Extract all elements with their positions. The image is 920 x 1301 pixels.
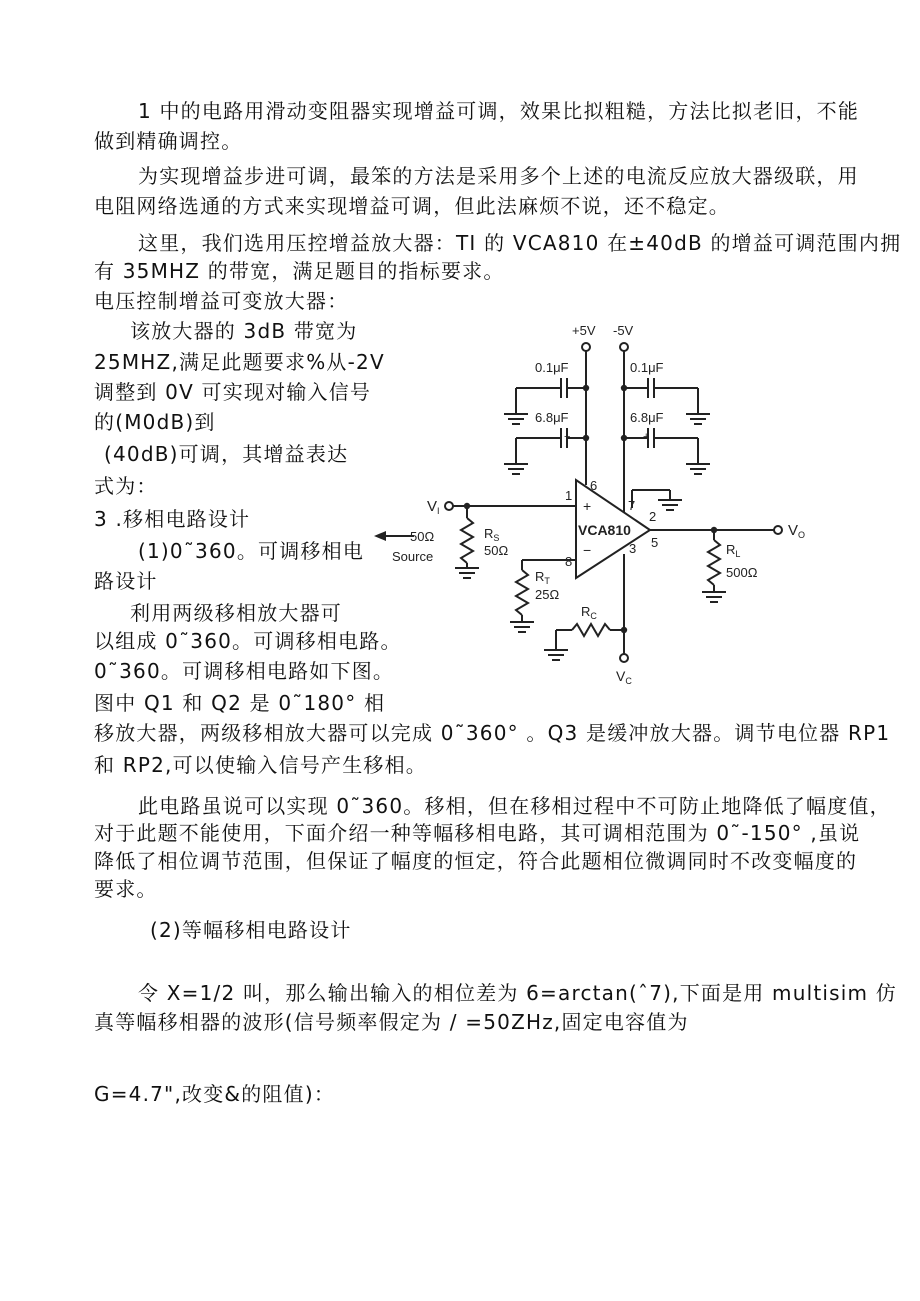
vca810-circuit-diagram <box>360 318 820 688</box>
vo-terminal <box>774 526 782 534</box>
section-3-heading: 3 .移相电路设计 <box>94 507 251 531</box>
heading-vca: 电压控制增益可变放大器： <box>94 289 349 313</box>
minus5v-terminal <box>620 343 628 351</box>
paragraph-6-line-1: 令 X=1/2 叫，那么输出输入的相位差为 6=arctan(ˆ7),下面是用 multisim 仿 <box>138 981 897 1005</box>
left-text-1: 该放大器的 3dB 带宽为 <box>130 319 358 343</box>
paragraph-4-line-4: 图中 Q1 和 Q2 是 0˜180° 相 <box>94 691 386 715</box>
paragraph-3-line-2: 有 35MHZ 的带宽，满足题目的指标要求。 <box>94 259 505 283</box>
paragraph-7: G=4.7",改变&的阻值)： <box>94 1082 336 1106</box>
pin6-label: 6 <box>590 478 598 493</box>
subsection-1-line-1: (1)0˜360。可调移相电 <box>138 539 365 563</box>
paragraph-1-line-2: 做到精确调控。 <box>94 129 243 153</box>
rt-value: 25Ω <box>535 587 560 602</box>
pin5-label: 5 <box>651 535 659 550</box>
vc-terminal <box>620 654 628 662</box>
paragraph-4-line-1: 利用两级移相放大器可 <box>130 601 342 625</box>
rl-value: 500Ω <box>726 565 758 580</box>
cap1-label: 0.1μF <box>535 360 569 375</box>
left-text-4: 的(M0dB)到 <box>94 410 216 434</box>
source-r-label: 50Ω <box>410 529 435 544</box>
paragraph-6-line-2: 真等幅移相器的波形(信号频率假定为 / =50ZHz,固定电容值为 <box>94 1010 689 1034</box>
vi-terminal <box>445 502 453 510</box>
pin1-label: 1 <box>565 488 573 503</box>
paragraph-5-line-3: 降低了相位调节范围，但保证了幅度的恒定，符合此题相位微调同时不改变幅度的 <box>94 849 858 873</box>
cap2-label: 6.8μF <box>535 410 569 425</box>
rt-label: $R_T$ <box>535 569 550 586</box>
left-text-3: 调整到 0V 可实现对输入信号 <box>94 380 372 404</box>
pin2-label: 2 <box>649 509 657 524</box>
subsection-1-line-2: 路设计 <box>94 569 158 593</box>
paragraph-2-line-1: 为实现增益步进可调，最笨的方法是采用多个上述的电流反应放大器级联，用 <box>138 164 859 188</box>
cap3-label: 0.1μF <box>630 360 664 375</box>
opamp-plus-sign: + <box>583 498 592 514</box>
vc-label: $V_C$ <box>616 668 632 686</box>
pin3-label: 3 <box>629 541 637 556</box>
vi-label: $V_I$ <box>427 498 440 516</box>
left-text-6: 式为： <box>94 474 158 498</box>
paragraph-4-line-2: 以组成 0˜360。可调移相电路。 <box>94 629 402 653</box>
source-arrow-icon <box>374 531 386 541</box>
vo-label: $V_O$ <box>788 522 806 540</box>
paragraph-4-line-5: 移放大器，两级移相放大器可以完成 0˜360° 。Q3 是缓冲放大器。调节电位器 RP1 <box>94 721 891 745</box>
paragraph-4-line-3: 0˜360。可调移相电路如下图。 <box>94 659 395 683</box>
paragraph-5-line-1: 此电路虽说可以实现 0˜360。移相，但在移相过程中不可防止地降低了幅度值， <box>138 794 891 818</box>
pin8-label: 8 <box>565 554 573 569</box>
rc-label: $R_C$ <box>581 604 597 621</box>
chip-label: VCA810 <box>578 522 631 538</box>
rs-value: 50Ω <box>484 543 509 558</box>
plus5v-label: +5V <box>572 323 596 338</box>
left-text-2: 25MHZ,满足此题要求%从-2V <box>94 350 385 374</box>
cap4-label: 6.8μF <box>630 410 664 425</box>
rl-label: $R_L$ <box>726 542 741 559</box>
cap-plus-right: + <box>643 431 650 443</box>
paragraph-4-line-6: 和 RP2,可以使输入信号产生移相。 <box>94 753 427 777</box>
subsection-2-heading: (2)等幅移相电路设计 <box>150 918 352 942</box>
opamp-minus-sign: − <box>583 542 592 558</box>
left-text-5: (40dB)可调，其增益表达 <box>104 442 349 466</box>
rs-label: $R_S$ <box>484 526 500 543</box>
source-label: Source <box>392 549 434 564</box>
paragraph-5-line-4: 要求。 <box>94 877 158 901</box>
minus5v-label: -5V <box>613 323 634 338</box>
pin7-label: 7 <box>628 498 636 513</box>
paragraph-5-line-2: 对于此题不能使用，下面介绍一种等幅移相电路，其可调相范围为 0˜-150° ,虽说 <box>94 821 861 845</box>
paragraph-1-line-1: 1 中的电路用滑动变阻器实现增益可调，效果比拟粗糙，方法比拟老旧，不能 <box>138 99 860 123</box>
plus5v-terminal <box>582 343 590 351</box>
paragraph-3-line-1: 这里，我们选用压控增益放大器：TI 的 VCA810 在±40dB 的增益可调范围内拥 <box>138 231 902 255</box>
cap-plus-left: + <box>564 431 571 443</box>
paragraph-2-line-2: 电阻网络选通的方式来实现增益可调，但此法麻烦不说，还不稳定。 <box>94 194 730 218</box>
